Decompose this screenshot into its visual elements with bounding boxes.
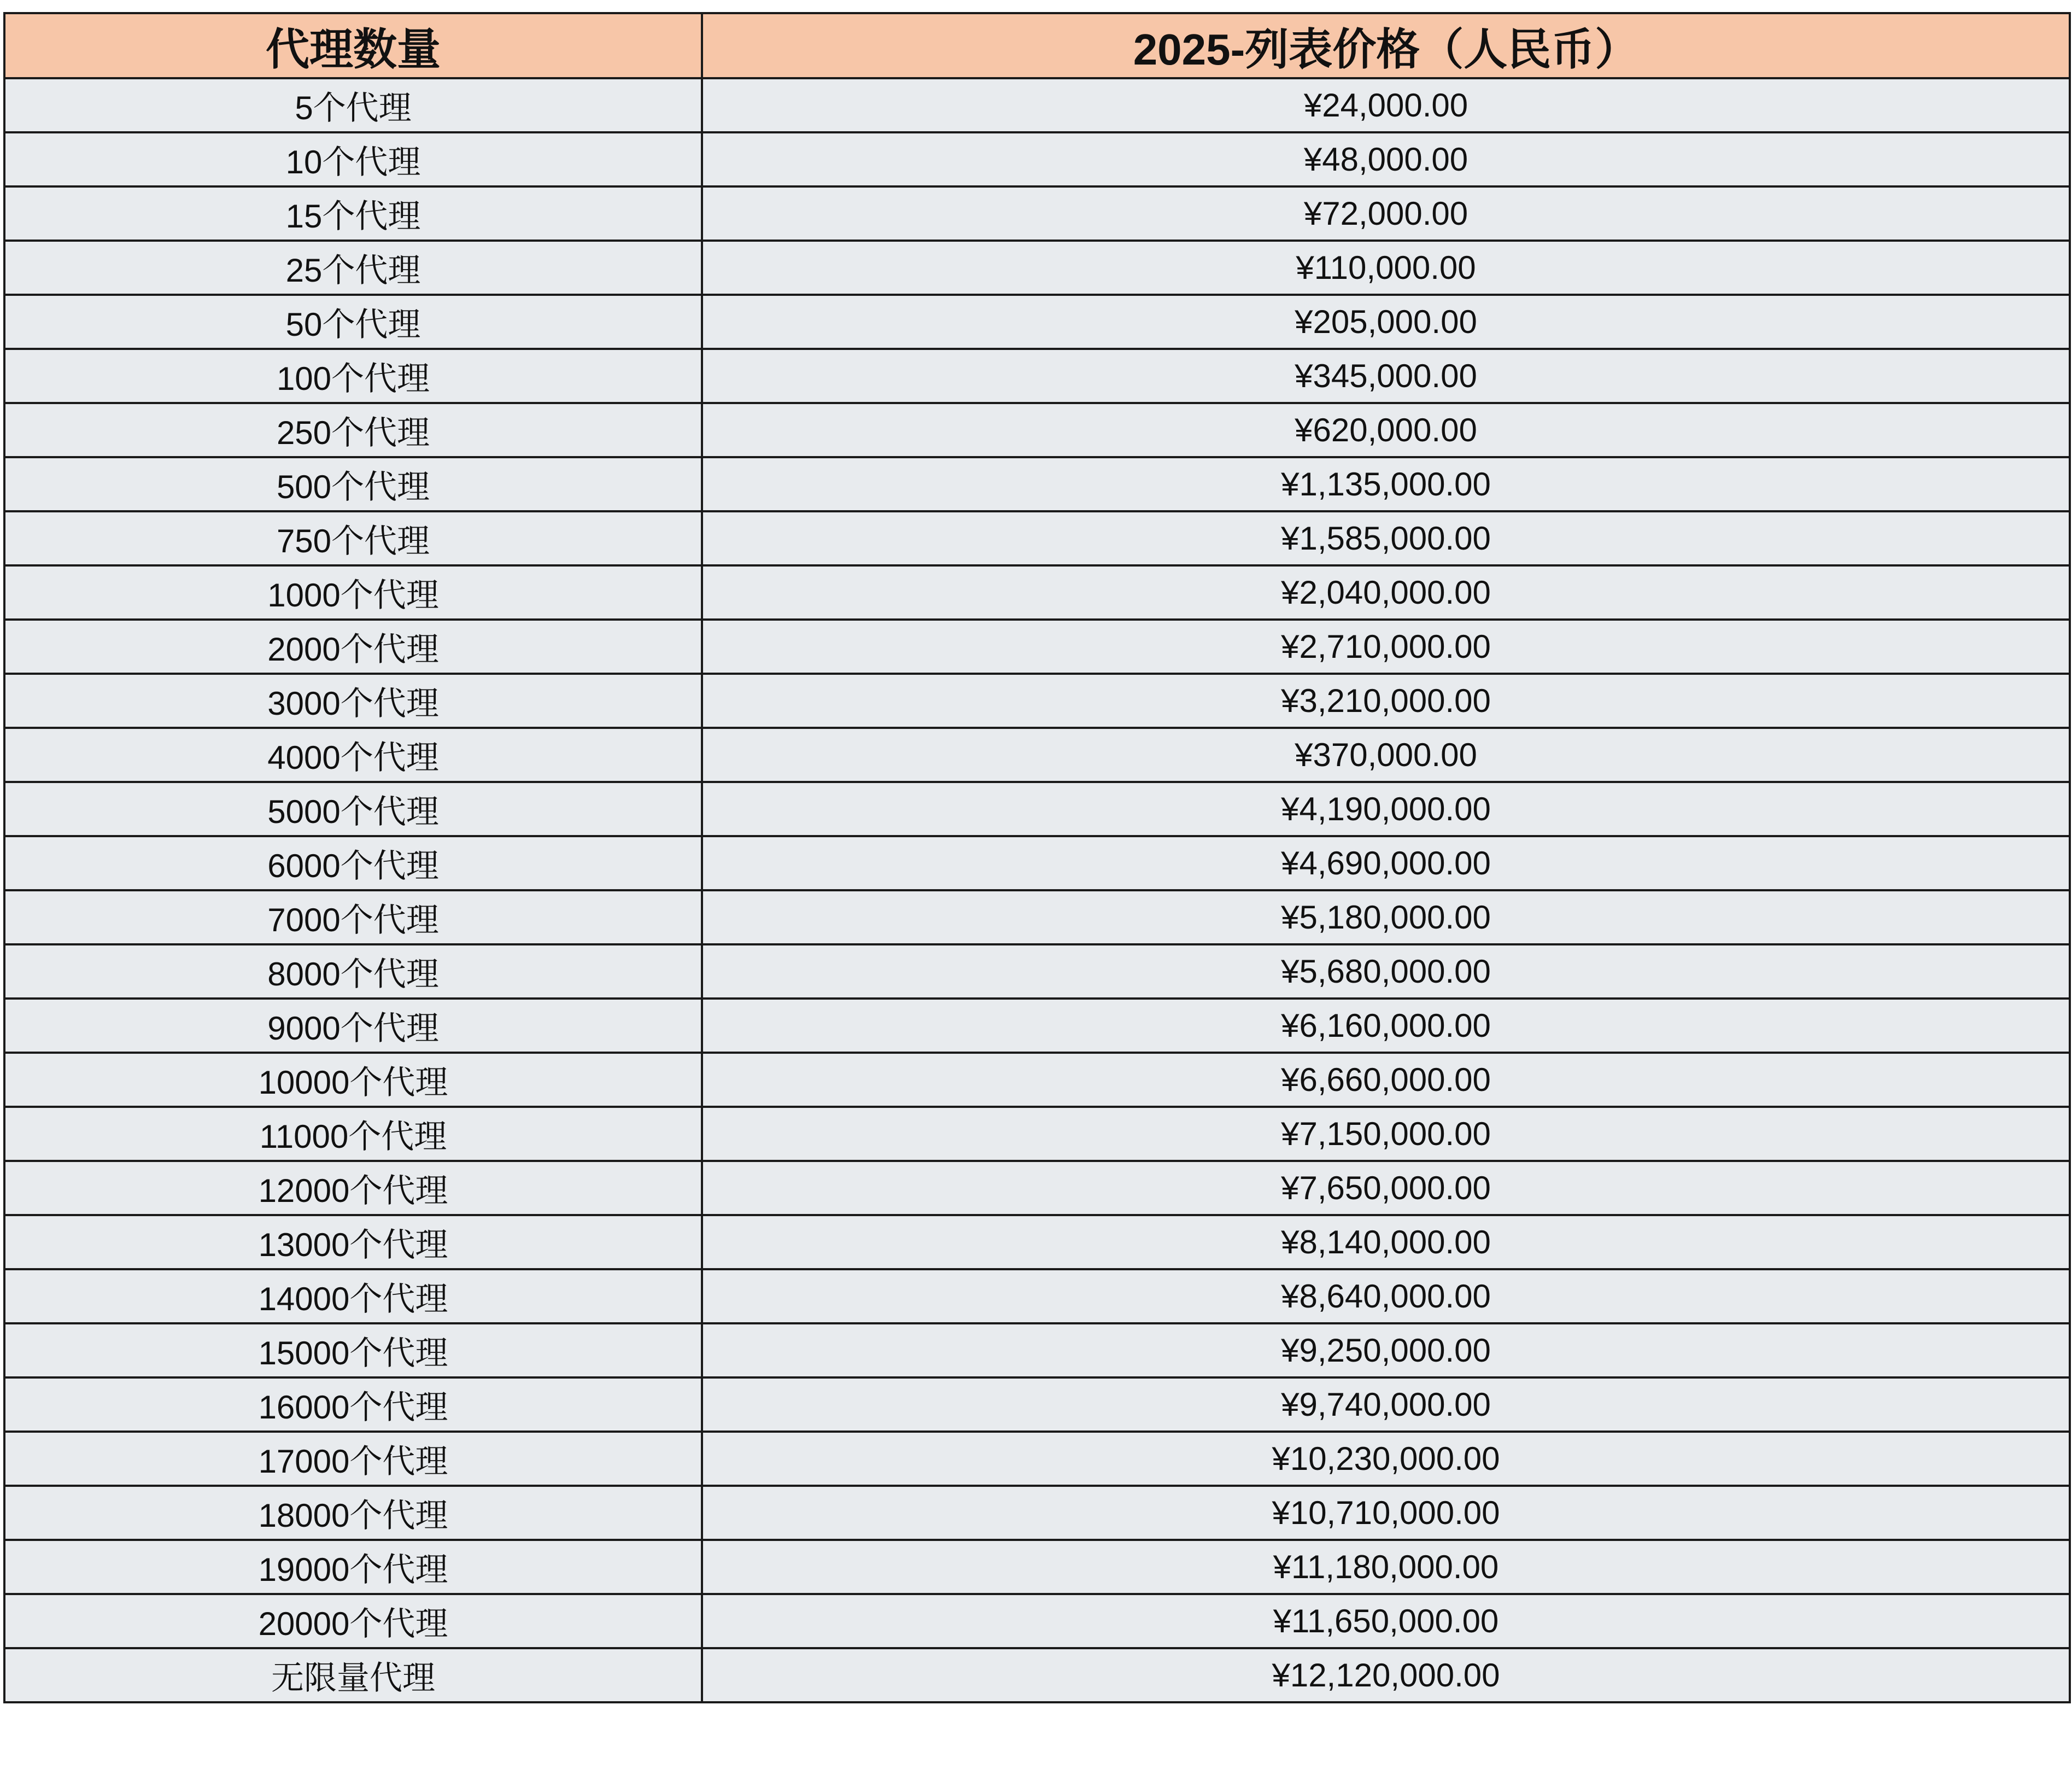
- agent-quantity-cell: 17000个代理: [4, 1432, 702, 1486]
- list-price-cell: ¥11,650,000.00: [702, 1594, 2070, 1648]
- agent-quantity-cell: 8000个代理: [4, 944, 702, 999]
- table-row: [4, 295, 2070, 349]
- list-price-cell: ¥3,210,000.00: [702, 674, 2070, 728]
- list-price-cell: ¥4,190,000.00: [702, 782, 2070, 836]
- list-price-cell: ¥205,000.00: [702, 295, 2070, 349]
- agent-quantity-cell: 19000个代理: [4, 1540, 702, 1594]
- agent-quantity-cell: 无限量代理: [4, 1648, 702, 1702]
- table-row: [4, 349, 2070, 403]
- table-row: [4, 620, 2070, 674]
- list-price-cell: ¥6,660,000.00: [702, 1053, 2070, 1107]
- list-price-cell: ¥9,250,000.00: [702, 1323, 2070, 1377]
- list-price-cell: ¥24,000.00: [702, 78, 2070, 132]
- table-row: [4, 1486, 2070, 1540]
- list-price-cell: ¥7,150,000.00: [702, 1107, 2070, 1161]
- table-row: [4, 403, 2070, 457]
- agent-quantity-cell: 16000个代理: [4, 1377, 702, 1432]
- agent-quantity-cell: 10000个代理: [4, 1053, 702, 1107]
- agent-quantity-cell: 20000个代理: [4, 1594, 702, 1648]
- table-row: [4, 728, 2070, 782]
- list-price-cell: ¥2,040,000.00: [702, 565, 2070, 620]
- list-price-cell: ¥1,585,000.00: [702, 511, 2070, 565]
- agent-quantity-cell: 100个代理: [4, 349, 702, 403]
- agent-quantity-cell: 10个代理: [4, 132, 702, 186]
- list-price-cell: ¥10,710,000.00: [702, 1486, 2070, 1540]
- pricing-table: [3, 12, 2071, 1703]
- agent-quantity-cell: 5000个代理: [4, 782, 702, 836]
- table-row: [4, 1215, 2070, 1269]
- table-row: [4, 457, 2070, 511]
- agent-quantity-cell: 15000个代理: [4, 1323, 702, 1377]
- list-price-cell: ¥2,710,000.00: [702, 620, 2070, 674]
- list-price-cell: ¥11,180,000.00: [702, 1540, 2070, 1594]
- agent-quantity-cell: 750个代理: [4, 511, 702, 565]
- list-price-cell: ¥1,135,000.00: [702, 457, 2070, 511]
- table-row: [4, 1161, 2070, 1215]
- agent-quantity-cell: 7000个代理: [4, 890, 702, 944]
- agent-quantity-cell: 12000个代理: [4, 1161, 702, 1215]
- agent-quantity-cell: 6000个代理: [4, 836, 702, 890]
- table-row: [4, 1594, 2070, 1648]
- list-price-cell: ¥110,000.00: [702, 241, 2070, 295]
- list-price-cell: ¥6,160,000.00: [702, 999, 2070, 1053]
- table-row: [4, 1377, 2070, 1432]
- table-row: [4, 511, 2070, 565]
- agent-quantity-cell: 5个代理: [4, 78, 702, 132]
- table-row: [4, 186, 2070, 241]
- table-row: [4, 782, 2070, 836]
- list-price-cell: ¥345,000.00: [702, 349, 2070, 403]
- table-row: [4, 1648, 2070, 1702]
- agent-quantity-cell: 500个代理: [4, 457, 702, 511]
- list-price-cell: ¥7,650,000.00: [702, 1161, 2070, 1215]
- agent-quantity-cell: 14000个代理: [4, 1269, 702, 1323]
- agent-quantity-cell: 4000个代理: [4, 728, 702, 782]
- list-price-cell: ¥370,000.00: [702, 728, 2070, 782]
- table-row: [4, 944, 2070, 999]
- list-price-cell: ¥10,230,000.00: [702, 1432, 2070, 1486]
- table-header: [4, 13, 2070, 78]
- table-row: [4, 1323, 2070, 1377]
- agent-quantity-cell: 1000个代理: [4, 565, 702, 620]
- list-price-cell: ¥72,000.00: [702, 186, 2070, 241]
- agent-quantity-cell: 2000个代理: [4, 620, 702, 674]
- list-price-cell: ¥9,740,000.00: [702, 1377, 2070, 1432]
- agent-quantity-cell: 15个代理: [4, 186, 702, 241]
- list-price-cell: ¥12,120,000.00: [702, 1648, 2070, 1702]
- list-price-cell: ¥8,640,000.00: [702, 1269, 2070, 1323]
- agent-quantity-cell: 3000个代理: [4, 674, 702, 728]
- agent-quantity-cell: 18000个代理: [4, 1486, 702, 1540]
- table-body: [4, 78, 2070, 1702]
- agent-quantity-cell: 13000个代理: [4, 1215, 702, 1269]
- agent-quantity-cell: 25个代理: [4, 241, 702, 295]
- table-row: [4, 890, 2070, 944]
- list-price-cell: ¥5,180,000.00: [702, 890, 2070, 944]
- agent-quantity-cell: 50个代理: [4, 295, 702, 349]
- table-row: [4, 1269, 2070, 1323]
- table-row: [4, 1432, 2070, 1486]
- header-row: [4, 13, 2070, 78]
- column-header-price: 2025-列表价格（人民币）: [702, 13, 2070, 78]
- table-row: [4, 1107, 2070, 1161]
- table-row: [4, 999, 2070, 1053]
- agent-quantity-cell: 9000个代理: [4, 999, 702, 1053]
- table-row: [4, 1053, 2070, 1107]
- table-row: [4, 78, 2070, 132]
- table-row: [4, 674, 2070, 728]
- agent-quantity-cell: 11000个代理: [4, 1107, 702, 1161]
- list-price-cell: ¥4,690,000.00: [702, 836, 2070, 890]
- table-row: [4, 1540, 2070, 1594]
- table-row: [4, 241, 2070, 295]
- list-price-cell: ¥5,680,000.00: [702, 944, 2070, 999]
- column-header-quantity: 代理数量: [4, 13, 702, 78]
- table-row: [4, 132, 2070, 186]
- list-price-cell: ¥8,140,000.00: [702, 1215, 2070, 1269]
- list-price-cell: ¥48,000.00: [702, 132, 2070, 186]
- table-row: [4, 836, 2070, 890]
- agent-quantity-cell: 250个代理: [4, 403, 702, 457]
- table-row: [4, 565, 2070, 620]
- list-price-cell: ¥620,000.00: [702, 403, 2070, 457]
